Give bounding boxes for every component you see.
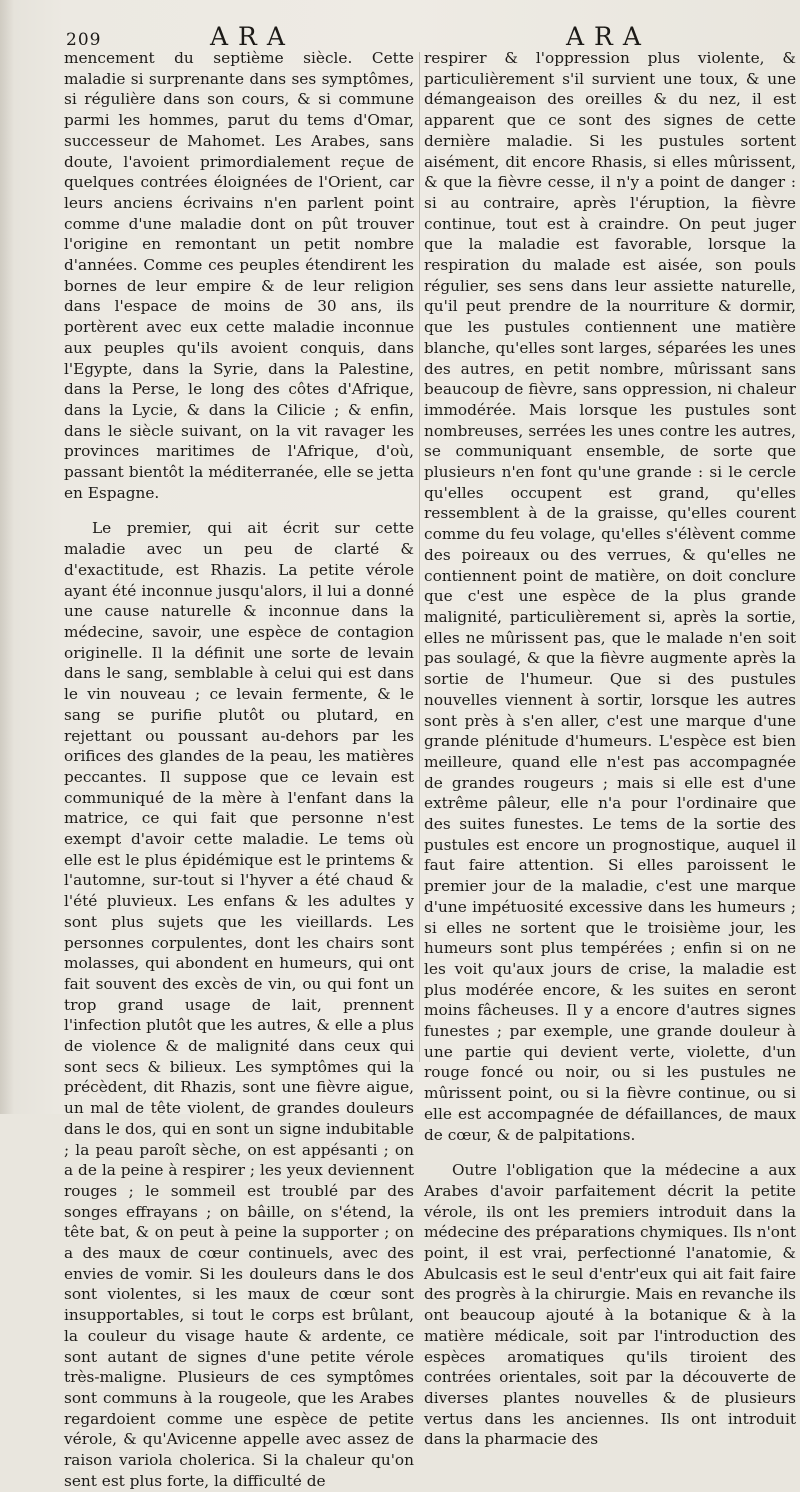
right-column [424, 48, 796, 1450]
running-head-left: ARA [210, 22, 295, 51]
left-column [64, 48, 414, 1492]
paragraph: Outre l'obligation que la médecine a aux Arabes d'avoir parfaitement décrit la petite vérole, ils ont les premiers introduit dans la médecine des préparations chymiques. Ils n'ont point, il est vrai, perfectionné l'anatomie, & Abulcasis est le seul d'entr'eux qui ait fait faire des progrès à la chirurgie. Mais en revanche ils ont beaucoup ajouté à la botanique & à la matière médicale, soit par l'introduction des espèces aromatiques qu'ils tiroient des contrées orientales, soit par la découverte de diverses plantes nouvelles & de plusieurs vertus dans les anciennes. Ils ont introduit dans la pharmacie des [424, 1161, 796, 1449]
paragraph: mencement du septième siècle. Cette maladie si surprenante dans ses symptômes, si régulière dans son cours, & si commune parmi les hommes, parut du tems d'Omar, successeur de Mahomet. Les Arabes, sans doute, l'avoient primordialement reçue de quelques contrées éloignées de l'Orient, car leurs anciens écrivains n'en parlent point comme d'une maladie dont on pût trouver l'origine en remontant un petit nombre d'années. Comme ces peuples étendirent les bornes de leur empire & de leur religion dans l'espace de moins de 30 ans, ils portèrent avec eux cette maladie inconnue aux peuples qu'ils avoient conquis, dans l'Egypte, dans la Syrie, dans la Palestine, dans la Perse, le long des côtes d'Afrique, dans la Lycie, & dans la Cilicie ; & enfin, dans le siècle suivant, on la vit ravager les provinces maritimes de l'Afrique, d'où, passant bientôt la méditerranée, elle se jetta en Espagne. [64, 49, 414, 502]
paragraph: respirer & l'oppression plus violente, & particulièrement s'il survient une toux, & une démangeaison des oreilles & du nez, il est apparent que ce sont des signes de cette dernière maladie. Si les pustules sortent aisément, dit encore Rhasis, si elles mûrissent, & que la fièvre cesse, il n'y a point de danger : si au contraire, après l'éruption, la fièvre continue, tout est à craindre. On peut juger que la maladie est favorable, lorsque la respiration du malade est aisée, son pouls régulier, ses sens dans leur assiette naturelle, qu'il peut prendre de la nourriture & dormir, que les pustules contiennent une matière blanche, qu'elles sont larges, séparées les unes des autres, en petit nombre, mûrissant sans beaucoup de fièvre, sans oppression, ni chaleur immodérée. Mais lorsque les pustules sont nombreuses, serrées les unes contre les autres, se communiquant ensemble, de sorte que plusieurs n'en font qu'une grande : si le cercle qu'elles occupent est grand, qu'elles ressemblent à de la graisse, qu'elles courent comme du feu volage, qu'elles s'élèvent comme des poireaux ou des verrues, & qu'elles ne contiennent point de matière, on doit conclure que c'est une espèce de la plus grande malignité, particulièrement si, après la sortie, elles ne mûrissent pas, que le malade n'en soit pas soulagé, & que la fièvre augmente après la sortie de l'humeur. Que si des pustules nouvelles viennent à sortir, lorsque les autres sont près à s'en aller, c'est une marque d'une grande plénitude d'humeurs. L'espèce est bien meilleure, quand elle n'est pas accompagnée de grandes rougeurs ; mais si elle est d'une extrême pâleur, elle n'a pour l'ordinaire que des suites funestes. Le tems de la sortie des pustules est encore un prognostique, auquel il faut faire attention. Si elles paroissent le premier jour de la maladie, c'est une marque d'une impétuosité excessive dans les humeurs ; si elles ne sortent que le troisième jour, les humeurs sont plus tempérées ; enfin si on ne les voit qu'aux jours de crise, la maladie est plus modérée encore, & les suites en seront moins fâcheuses. Il y a encore d'autres signes funestes ; par exemple, une grande douleur à une partie qui devient verte, violette, d'un rouge foncé ou noir, ou si les pustules ne mûrissent point, ou si la fièvre continue, ou si elle est accompagnée de défaillances, de maux de cœur, & de palpitations. [424, 49, 796, 1144]
binding-shadow [0, 0, 14, 1114]
running-head-right: ARA [566, 22, 651, 51]
page-number: 209 [66, 30, 102, 50]
column-divider [419, 52, 420, 1062]
paragraph: Le premier, qui ait écrit sur cette maladie avec un peu de clarté & d'exactitude, est Rhazis. La petite vérole ayant été inconnue jusqu'alors, il lui a donné une cause naturelle & inconnue dans la médecine, savoir, une espèce de contagion originelle. Il la définit une sorte de levain dans le sang, semblable à celui qui est dans le vin nouveau ; ce levain fermente, & le sang se purifie plutôt ou plutard, en rejettant ou poussant au-dehors par les orifices des glandes de la peau, les matières peccantes. Il suppose que ce levain est communiqué de la mère à l'enfant dans la matrice, ce qui fait que personne n'est exempt d'avoir cette maladie. Le tems où elle est le plus épidémique est le printems & l'automne, sur-tout si l'hyver a été chaud & l'été pluvieux. Les enfans & les adultes y sont plus sujets que les vieillards. Les personnes corpulentes, dont les chairs sont molasses, qui abondent en humeurs, qui ont fait souvent des excès de vin, ou qui font un trop grand usage de lait, prennent l'infection plutôt que les autres, & elle a plus de violence & de malignité dans ceux qui sont secs & bilieux. Les symptômes qui la précèdent, dit Rhazis, sont une fièvre aigue, un mal de tête violent, de grandes douleurs dans le dos, qui en sont un signe indubitable ; la peau paroît sèche, on est appésanti ; on a de la peine à respirer ; les yeux deviennent rouges ; le sommeil est troublé par des songes effrayans ; on bâille, on s'étend, la tête bat, & on peut à peine la supporter ; on a des maux de cœur continuels, avec des envies de vomir. Si les douleurs dans le dos sont violentes, si les maux de cœur sont insupportables, si tout le corps est brûlant, la couleur du visage haute & ardente, ce sont autant de signes d'une petite vérole très-maligne. Plusieurs de ces symptômes sont communs à la rougeole, que les Arabes regardoient comme une espèce de petite vérole, & qu'Avicenne appelle avec assez de raison variola cholerica. Si la chaleur qu'on sent est plus forte, la difficulté de [64, 519, 414, 1490]
page-header [0, 20, 800, 50]
